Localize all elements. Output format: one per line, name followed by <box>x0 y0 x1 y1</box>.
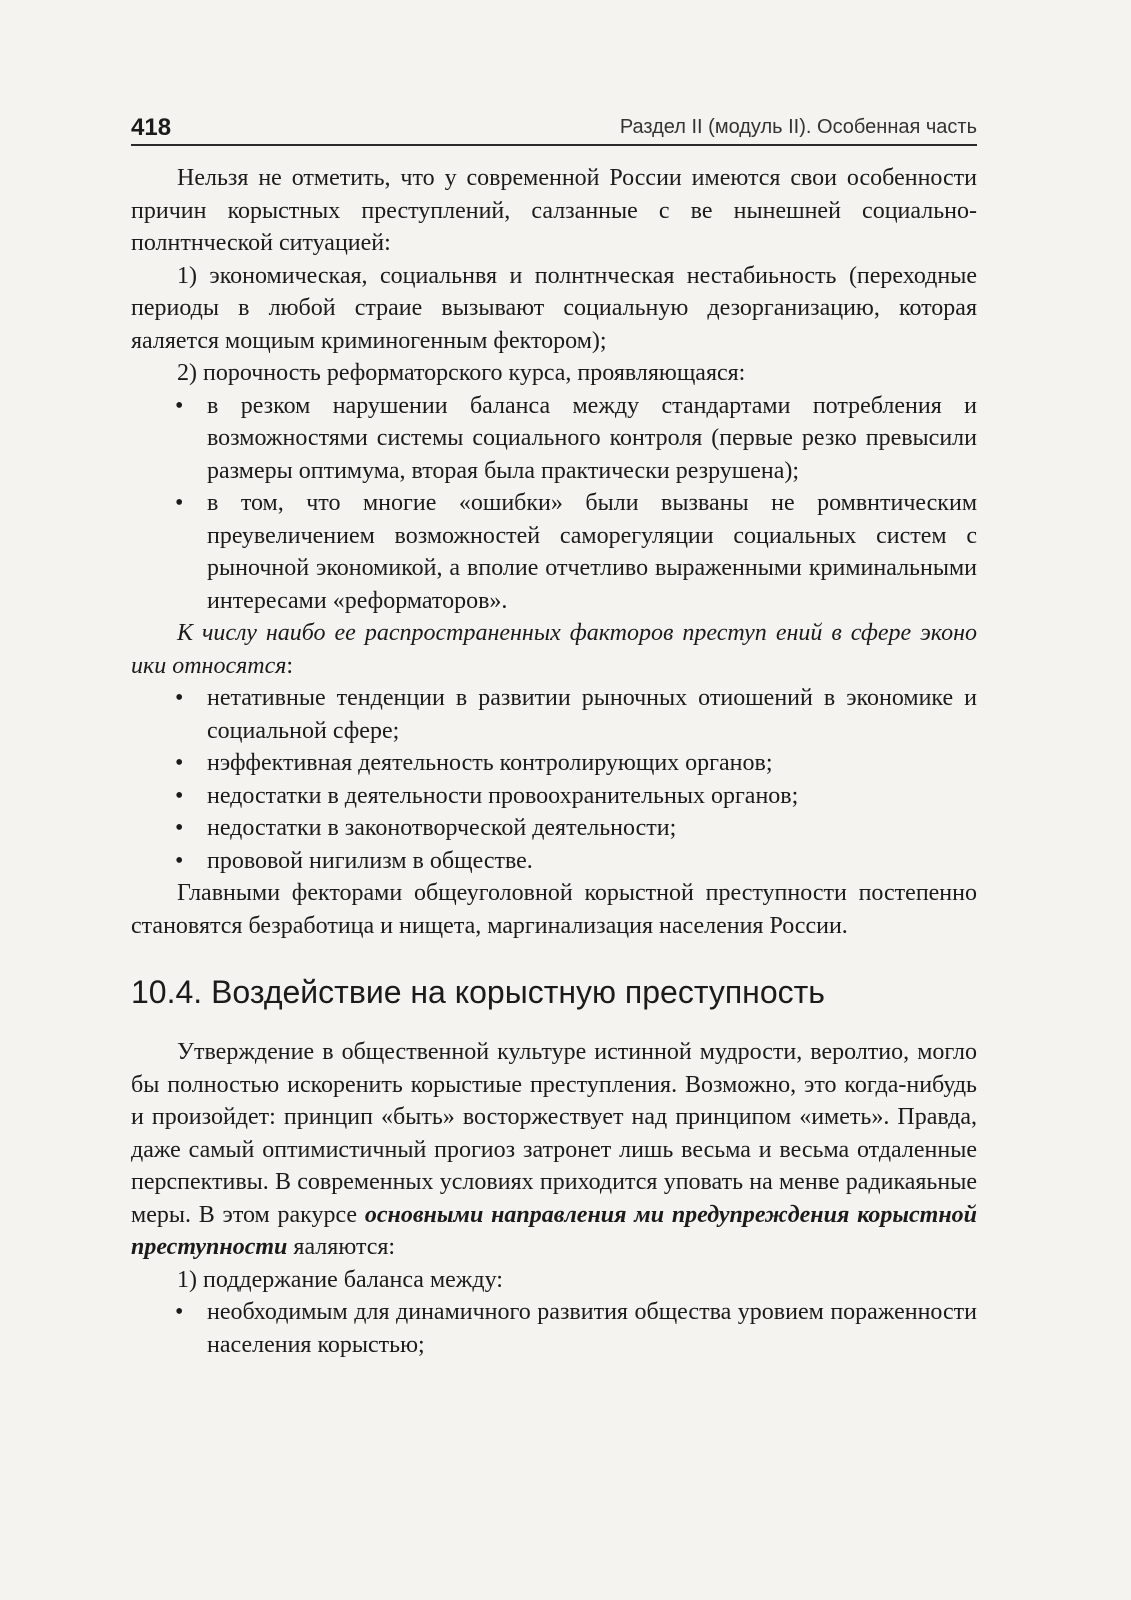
paragraph-factors <box>131 617 977 682</box>
list-item: • нетативные тенденции в развитии рыночных отиошений в экономике и социальной сфере; <box>207 682 977 747</box>
list-item: • необходимым для динамичного развития общества уровием пораженности населения корыстью; <box>207 1296 977 1361</box>
list-item: • в резком нарушении баланса между стандартами потребления и возможностями системы социального контроля (первые резко превысили размеры оптимума, вторая была практически резрушена); <box>207 390 977 488</box>
list-item: • нэффективная деятельность контролирующих органов; <box>207 747 977 780</box>
numbered-item-1: 1) экономическая, социальнвя и полнтнческая нестабиьность (переходные периоды в любой страие вызывают социальную дезорганизацию, которая яаляется мощиым криминогенным фектором); <box>131 262 977 354</box>
page-header <box>131 112 977 146</box>
emphasis-directions: основными направления ми предупреждения корыстной преступности <box>131 1201 977 1260</box>
numbered-item-2: 2) порочность реформаторского курса, проявляющаяся: <box>177 360 746 386</box>
paragraph-tail: : <box>286 652 294 679</box>
page-body <box>131 162 977 1361</box>
bullet-list-reform <box>131 390 977 618</box>
paragraph-wisdom <box>131 1036 977 1264</box>
section-heading: 10.4. Воздействие на корыстную преступность <box>131 974 825 1010</box>
bullet-list-balance <box>131 1296 977 1361</box>
emphasis-text: К числу наибо ее распространенных факторов преступ ений в сфере эконо ики относятся <box>131 620 977 679</box>
paragraph-start: Утверждение в общественной культуре истинной мудрости, веролтио, могло бы полностью искоренить корыстиые преступления. Возможно, это когда-нибудь и произойдет: принцип «быть» восторжествует над принципом «иметь». Правда, даже самый оптимистичный прогиоз затронет лишь весьма и весьма отдаленные перспективы. В современных условиях приходится уповать на менве радикаяьные меры. В этом ракурсе <box>131 1039 977 1228</box>
numbered-item-3: 1) поддержание баланса между: <box>177 1266 503 1293</box>
paragraph-end: яаляются: <box>287 1234 396 1260</box>
bullet-list-factors <box>131 682 977 877</box>
paragraph-main-factors: Главными фекторами общеуголовной корыстной преступности постепенно становятся безработица и нищета, маргинализация населения России. <box>131 880 977 939</box>
list-item: • в том, что многие «ошибки» были вызваны не ромвнтическим преувеличением возможностей саморегуляции социальных систем с рыночной экономикой, а вполие отчетливо выраженными криминальными интересами «реформаторов». <box>207 487 977 617</box>
running-head: Раздел II (модуль II). Особенная часть <box>619 116 977 138</box>
page-number: 418 <box>131 114 172 141</box>
list-item: • прововой нигилизм в обществе. <box>207 845 977 878</box>
paragraph-intro: Нельзя не отметить, что у современной России имеются свои особенности причин корыстных преступлений, салзанные с ве нынешней социально-полнтнческой ситуацией: <box>131 165 977 256</box>
list-item: • недостатки в законотворческой деятельности; <box>207 812 977 845</box>
list-item: • недостатки в деятельности провоохранительных органов; <box>207 780 977 813</box>
